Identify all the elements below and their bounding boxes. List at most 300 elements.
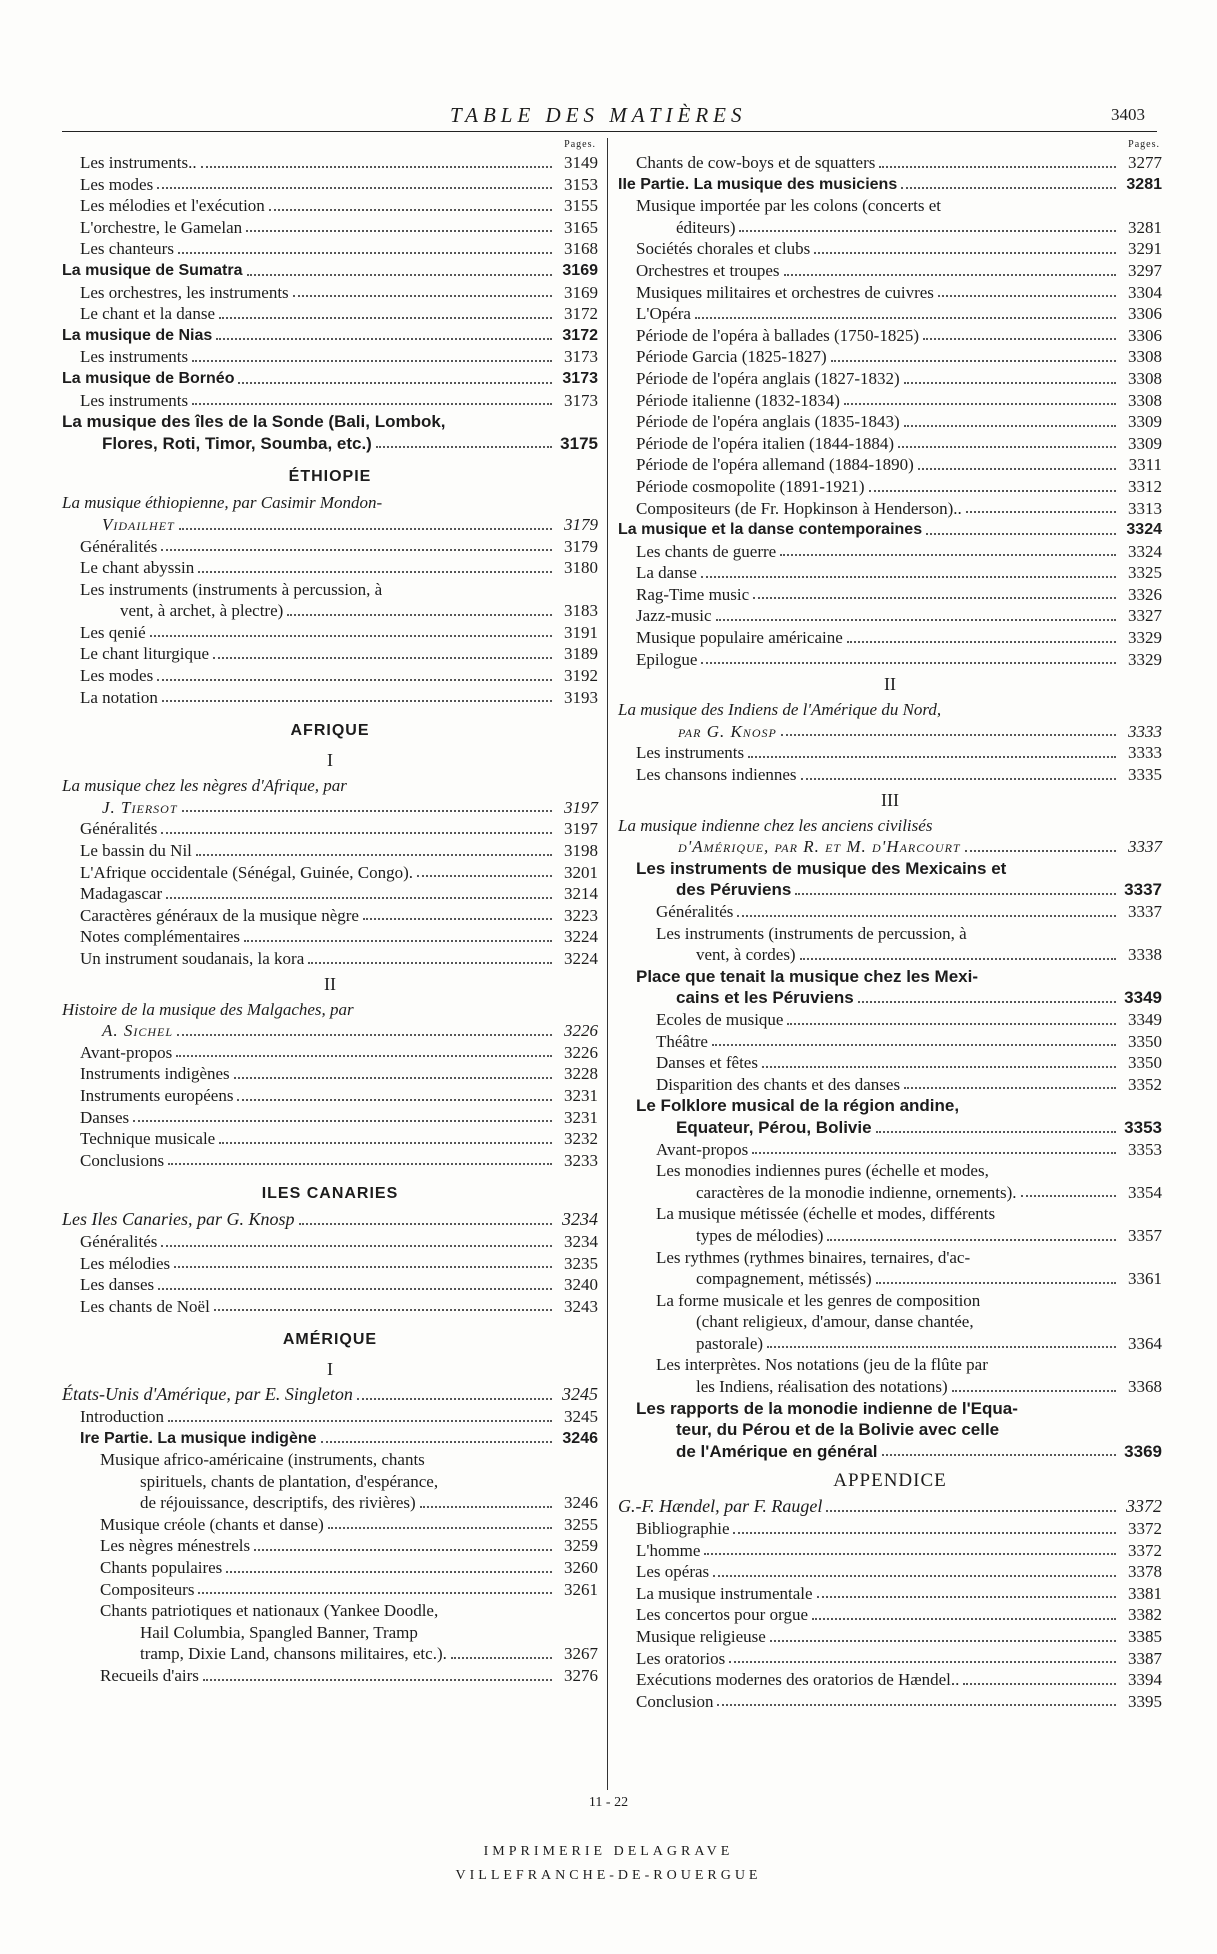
toc-entry-page: 3149	[564, 153, 598, 172]
toc-entry-line: Musique importée par les colons (concerts et	[636, 196, 941, 216]
dot-leader	[237, 1099, 552, 1101]
dot-leader	[363, 918, 552, 920]
toc-entry	[618, 346, 1162, 368]
toc-entry-page: 3335	[1128, 765, 1162, 785]
toc-entry-page: 3259	[564, 1536, 598, 1556]
toc-entry-page: 3240	[564, 1275, 598, 1295]
dot-leader	[234, 1077, 552, 1079]
toc-entry-title: Le chant et la danse	[80, 304, 215, 324]
section-heading: AMÉRIQUE	[282, 1331, 378, 1349]
toc-entry-page: 3191	[564, 622, 598, 642]
toc-entry-title: Avant-propos	[80, 1042, 173, 1062]
toc-entry-multiline	[618, 1290, 1162, 1355]
toc-entry-line: Les rythmes (rythmes binaires, ternaires, d'ac-	[656, 1247, 971, 1267]
dot-leader	[247, 274, 553, 276]
toc-entry-line: Histoire de la musique des Malgaches, par	[62, 999, 354, 1019]
toc-entry-line: Les instruments de musique des Mexicains et	[636, 858, 1007, 878]
toc-entry-page: 3372	[1126, 1496, 1162, 1517]
toc-entry	[618, 584, 1162, 606]
dot-leader	[201, 166, 552, 168]
toc-entry-page: 3153	[564, 174, 598, 194]
toc-entry-page: 3245	[562, 1384, 598, 1405]
toc-entry-page: 3197	[564, 797, 598, 817]
toc-entry-title: éditeurs)	[676, 217, 736, 237]
toc-entry-page: 3372	[1128, 1519, 1162, 1539]
toc-entry-title: Sociétés chorales et clubs	[636, 239, 811, 259]
toc-entry-multiline	[62, 492, 598, 535]
toc-entry-page: 3197	[564, 819, 598, 839]
toc-entry-title: Epilogue	[636, 649, 698, 669]
toc-entry-title: Technique musicale	[80, 1129, 216, 1149]
toc-entry-page: 3223	[564, 905, 598, 925]
toc-entry-page: 3189	[564, 644, 598, 664]
toc-entry-title: La musique de Sumatra	[62, 261, 243, 279]
dot-leader	[812, 1618, 1116, 1620]
dot-leader	[963, 1683, 1116, 1685]
toc-entry-page: 3353	[1124, 1117, 1162, 1137]
toc-entry	[618, 1648, 1162, 1670]
dot-leader	[216, 338, 552, 340]
dot-leader	[966, 511, 1116, 513]
toc-entry	[618, 649, 1162, 671]
dot-leader	[767, 1346, 1116, 1348]
dot-leader	[420, 1506, 552, 1508]
appendix-heading: APPENDICE	[833, 1470, 947, 1492]
toc-entry-page: 3357	[1128, 1225, 1162, 1245]
printer-imprint	[0, 1840, 1217, 1888]
dot-leader	[965, 850, 1116, 852]
toc-entry-title: États-Unis d'Amérique, par E. Singleton	[62, 1384, 353, 1405]
dot-leader	[876, 1131, 1116, 1133]
toc-entry-title: Période de l'opéra anglais (1835-1843)	[636, 412, 900, 432]
toc-entry-title: Les danses	[80, 1275, 155, 1295]
toc-entry-page: 3228	[564, 1064, 598, 1084]
dot-leader	[827, 1239, 1116, 1241]
toc-entry-title: Les mélodies	[80, 1253, 171, 1273]
dot-leader	[904, 382, 1116, 384]
toc-entry-page: 3306	[1128, 304, 1162, 324]
toc-entry-title: par G. Knosp	[678, 721, 777, 741]
toc-entry-line: Le Folklore musical de la région andine,	[636, 1096, 960, 1116]
toc-entry-page: 3243	[564, 1296, 598, 1316]
toc-entry-title: Vidailhet	[102, 514, 175, 534]
toc-entry-multiline	[618, 1095, 1162, 1138]
toc-entry-title: Période de l'opéra anglais (1827-1832)	[636, 368, 900, 388]
toc-entry	[62, 1514, 598, 1536]
dot-leader	[926, 533, 1116, 535]
dot-leader	[299, 1223, 552, 1225]
dot-leader	[780, 554, 1116, 556]
toc-entry-last-line	[100, 1643, 598, 1665]
toc-entry	[618, 476, 1162, 498]
toc-entry-page: 3313	[1128, 498, 1162, 518]
toc-entry-title: caractères de la monodie indienne, ornements).	[696, 1182, 1017, 1202]
toc-entry-title: Les concertos pour orgue	[636, 1605, 808, 1625]
toc-entry-multiline	[618, 1398, 1162, 1463]
toc-entry	[62, 1209, 598, 1231]
toc-entry-title: vent, à archet, à plectre)	[120, 601, 284, 621]
toc-entry-page: 3172	[564, 304, 598, 324]
running-title: TABLE DES MATIÈRES	[450, 103, 747, 127]
toc-entry-title: Musique religieuse	[636, 1627, 766, 1646]
toc-entry	[62, 818, 598, 840]
toc-entry-page: 3201	[564, 862, 598, 882]
toc-entry-multiline	[618, 699, 1162, 742]
pages-label: Pages.	[564, 139, 596, 150]
toc-entry-title: Conclusion	[636, 1691, 714, 1711]
toc-entry	[62, 1231, 598, 1253]
dot-leader	[879, 166, 1116, 168]
toc-entry-title: Le chant abyssin	[80, 558, 195, 578]
dot-leader	[938, 295, 1116, 297]
toc-entry	[618, 1031, 1162, 1053]
dot-leader	[876, 1282, 1116, 1284]
toc-entry	[618, 303, 1162, 325]
toc-entry-title: vent, à cordes)	[696, 945, 796, 965]
toc-entry	[618, 1518, 1162, 1540]
toc-entry-last-line	[62, 433, 598, 455]
toc-entry-line: Les instruments (instruments de percussion, à	[656, 923, 967, 943]
toc-entry-page: 3232	[564, 1129, 598, 1149]
toc-entry-line: La musique des îles de la Sonde (Bali, Lombok,	[62, 412, 446, 432]
toc-entry-title: Les chants de Noël	[80, 1296, 210, 1316]
dot-leader	[752, 1152, 1116, 1154]
toc-entry	[62, 1063, 598, 1085]
toc-entry-page: 3364	[1128, 1333, 1162, 1353]
dot-leader	[814, 252, 1116, 254]
toc-entry-line: Musique africo-américaine (instruments, chants	[100, 1450, 425, 1470]
toc-entry-line: La musique métissée (échelle et modes, différents	[656, 1204, 996, 1224]
part-numeral: II	[884, 674, 896, 695]
dot-leader	[308, 962, 552, 964]
toc-entry-title: compagnement, métissés)	[696, 1269, 872, 1289]
toc-entry-page: 3173	[562, 369, 598, 387]
toc-entry-line: teur, du Pérou et de la Bolivie avec celle	[676, 1420, 1000, 1440]
toc-entry	[62, 1150, 598, 1172]
toc-entry-page: 3361	[1128, 1269, 1162, 1289]
dot-leader	[729, 1661, 1116, 1663]
toc-entry-multiline	[618, 1203, 1162, 1246]
toc-entry-page: 3297	[1128, 260, 1162, 280]
toc-entry-title: Danses et fêtes	[656, 1053, 758, 1073]
toc-entry	[618, 174, 1162, 196]
part-numeral: I	[327, 1359, 333, 1380]
toc-entry-page: 3309	[1128, 433, 1162, 453]
dot-leader	[858, 1001, 1116, 1003]
dot-leader	[713, 1575, 1116, 1577]
toc-entry-last-line	[62, 514, 598, 536]
toc-entry-page: 3308	[1128, 347, 1162, 367]
toc-entry	[618, 1669, 1162, 1691]
toc-entry-title: Bibliographie	[636, 1519, 730, 1539]
toc-entry	[62, 1085, 598, 1107]
dot-leader	[737, 915, 1116, 917]
dot-leader	[781, 734, 1116, 736]
toc-entry	[62, 1253, 598, 1275]
toc-entry-title: de l'Amérique en général	[676, 1441, 878, 1461]
dot-leader	[158, 1288, 552, 1290]
toc-entry	[62, 390, 598, 412]
toc-entry-page: 3261	[564, 1579, 598, 1599]
toc-entry-title: Compositeurs	[100, 1579, 195, 1599]
toc-entry-page: 3329	[1128, 649, 1162, 669]
left-column	[62, 138, 598, 1687]
dot-leader	[192, 360, 552, 362]
toc-entry	[618, 1691, 1162, 1713]
toc-entry-page: 3354	[1128, 1182, 1162, 1202]
toc-entry-title: A. Sichel	[102, 1021, 174, 1041]
dot-leader	[417, 875, 552, 877]
dot-leader	[203, 1679, 552, 1681]
toc-entry-page: 3349	[1124, 988, 1162, 1008]
dot-leader	[161, 1245, 552, 1247]
printer-name: IMPRIMERIE DELAGRAVE	[483, 1844, 734, 1859]
toc-entry-page: 3337	[1124, 880, 1162, 900]
toc-entry-title: Les chants de guerre	[636, 541, 777, 561]
toc-entry-page: 3231	[564, 1107, 598, 1127]
section-heading: ILES CANARIES	[261, 1185, 399, 1203]
toc-entry-line: Hail Columbia, Spangled Banner, Tramp	[140, 1622, 418, 1642]
dot-leader	[901, 187, 1116, 189]
section-heading: AFRIQUE	[290, 722, 370, 740]
toc-entry-page: 3324	[1128, 541, 1162, 561]
toc-entry	[62, 368, 598, 390]
dot-leader	[695, 317, 1116, 319]
toc-entry-line: La forme musicale et les genres de composition	[656, 1290, 981, 1310]
toc-entry-page: 3169	[562, 261, 598, 279]
toc-entry-page: 3246	[564, 1493, 598, 1513]
column-divider	[607, 138, 608, 1790]
toc-entry-multiline	[618, 1354, 1162, 1397]
toc-entry-title: Compositeurs (de Fr. Hopkinson à Henderson)..	[636, 498, 962, 518]
toc-entry-title: Théâtre	[656, 1031, 708, 1051]
toc-entry-title: Les nègres ménestrels	[100, 1536, 251, 1556]
toc-entry-multiline	[62, 579, 598, 622]
toc-entry	[618, 260, 1162, 282]
toc-entry-title: Les instruments	[80, 390, 189, 410]
toc-entry-last-line	[80, 600, 598, 622]
toc-entry	[62, 1535, 598, 1557]
toc-entry-title: Jazz-music	[636, 606, 712, 626]
toc-entry	[618, 1604, 1162, 1626]
toc-entry	[618, 1009, 1162, 1031]
part-numeral: I	[327, 750, 333, 771]
toc-entry	[618, 562, 1162, 584]
toc-entry-title: Orchestres et troupes	[636, 260, 780, 280]
toc-entry-page: 3311	[1128, 455, 1162, 475]
dot-leader	[748, 756, 1116, 758]
toc-entry	[62, 665, 598, 687]
toc-entry-page: 3231	[564, 1085, 598, 1105]
toc-entry-page: 3234	[564, 1231, 598, 1251]
toc-entry-last-line	[636, 1441, 1162, 1463]
dot-leader	[753, 597, 1116, 599]
toc-entry-page: 3385	[1128, 1627, 1162, 1646]
toc-entry	[62, 325, 598, 347]
toc-entry-last-line	[636, 987, 1162, 1009]
toc-entry	[618, 238, 1162, 260]
dot-leader	[770, 1640, 1116, 1642]
toc-entry-multiline	[618, 966, 1162, 1009]
toc-entry-page: 3326	[1128, 584, 1162, 604]
toc-entry-multiline	[62, 411, 598, 454]
toc-entry-page: 3372	[1128, 1540, 1162, 1560]
toc-entry-page: 3281	[1126, 175, 1162, 193]
toc-entry	[62, 217, 598, 239]
toc-entry-last-line	[100, 1492, 598, 1514]
toc-entry	[618, 541, 1162, 563]
toc-entry	[62, 948, 598, 970]
toc-entry-title: Période cosmopolite (1891-1921)	[636, 476, 865, 496]
toc-entry-title: Généralités	[80, 536, 158, 556]
toc-entry	[618, 152, 1162, 174]
toc-entry-page: 3387	[1128, 1648, 1162, 1668]
dot-leader	[801, 778, 1116, 780]
toc-entry	[618, 519, 1162, 541]
toc-entry-title: La musique et la danse contemporaines	[618, 521, 923, 539]
toc-entry-page: 3306	[1128, 325, 1162, 345]
toc-entry-title: Avant-propos	[656, 1139, 749, 1159]
toc-entry-title: Les orchestres, les instruments	[80, 282, 289, 302]
toc-entry-title: Danses	[80, 1107, 130, 1127]
toc-entry-page: 3337	[1128, 902, 1162, 921]
toc-entry-title: Le bassin du Nil	[80, 841, 192, 861]
dot-leader	[168, 1420, 552, 1422]
toc-entry-line: Les rapports de la monodie indienne de l'Equa-	[636, 1398, 1018, 1418]
toc-entry-line: La musique éthiopienne, par Casimir Mondon-	[62, 493, 383, 513]
toc-entry	[62, 303, 598, 325]
toc-entry-title: Les modes	[80, 174, 154, 194]
toc-entry	[618, 742, 1162, 764]
dot-leader	[844, 403, 1116, 405]
toc-entry-page: 3369	[1124, 1441, 1162, 1461]
toc-entry-page: 3291	[1128, 239, 1162, 259]
toc-entry	[62, 883, 598, 905]
toc-entry-line: Place que tenait la musique chez les Mexi-	[636, 966, 979, 986]
dot-leader	[923, 338, 1116, 340]
toc-entry-title: Période de l'opéra à ballades (1750-1825)	[636, 325, 919, 345]
dot-leader	[219, 1142, 552, 1144]
toc-entry	[62, 536, 598, 558]
toc-entry-multiline	[618, 923, 1162, 966]
toc-entry	[618, 368, 1162, 390]
toc-entry-page: 3277	[1128, 153, 1162, 172]
toc-entry-title: Caractères généraux de la musique nègre	[80, 905, 359, 925]
dot-leader	[952, 1390, 1116, 1392]
toc-entry-title: Introduction	[80, 1406, 165, 1426]
dot-leader	[704, 1553, 1116, 1555]
toc-entry-page: 3304	[1128, 282, 1162, 302]
toc-entry	[618, 390, 1162, 412]
toc-entry-page: 3324	[1126, 521, 1162, 539]
toc-entry-page: 3173	[564, 347, 598, 367]
toc-entry-page: 3226	[564, 1042, 598, 1062]
dot-leader	[882, 1454, 1117, 1456]
toc-entry-page: 3333	[1128, 721, 1162, 741]
dot-leader	[739, 230, 1116, 232]
toc-entry-title: de réjouissance, descriptifs, des rivières)	[140, 1493, 416, 1513]
toc-entry-last-line	[656, 1376, 1162, 1398]
toc-entry	[618, 433, 1162, 455]
toc-entry	[62, 687, 598, 709]
toc-entry-line: La musique des Indiens de l'Amérique du Nord,	[618, 700, 942, 720]
toc-entry-title: Un instrument soudanais, la kora	[80, 949, 305, 968]
dot-leader	[451, 1657, 552, 1659]
toc-entry-page: 3255	[564, 1514, 598, 1534]
toc-entry-title: cains et les Péruviens	[676, 988, 854, 1008]
toc-entry-page: 3327	[1128, 606, 1162, 626]
dot-leader	[161, 832, 552, 834]
toc-entry-multiline	[62, 999, 598, 1042]
toc-entry-page: 3198	[564, 841, 598, 861]
toc-entry-page: 3226	[564, 1021, 598, 1041]
toc-entry-page: 3350	[1128, 1031, 1162, 1051]
toc-entry-page: 3349	[1128, 1009, 1162, 1029]
toc-entry-last-line	[618, 721, 1162, 743]
dot-leader	[198, 571, 552, 573]
dot-leader	[376, 446, 552, 448]
toc-entry-title: L'Afrique occidentale (Sénégal, Guinée, Congo).	[80, 862, 414, 882]
toc-entry-last-line	[656, 1225, 1162, 1247]
toc-entry-page: 3172	[562, 326, 598, 344]
toc-entry-page: 3353	[1128, 1139, 1162, 1159]
dot-leader	[174, 1266, 552, 1268]
toc-entry-multiline	[62, 775, 598, 818]
toc-entry-page: 3267	[564, 1644, 598, 1664]
toc-entry-page: 3260	[564, 1558, 598, 1578]
toc-entry	[62, 1428, 598, 1450]
toc-entry-title: Période italienne (1832-1834)	[636, 390, 840, 410]
toc-entry-page: 3309	[1128, 412, 1162, 432]
toc-entry-title: tramp, Dixie Land, chansons militaires, etc.).	[140, 1644, 447, 1664]
toc-entry-line: Les monodies indiennes pures (échelle et modes,	[656, 1161, 989, 1181]
toc-entry-title: La musique de Bornéo	[62, 369, 235, 387]
toc-entry-page: 3175	[560, 433, 598, 453]
toc-entry	[62, 862, 598, 884]
dot-leader	[293, 295, 552, 297]
toc-entry-title: Instruments indigènes	[80, 1064, 230, 1084]
toc-entry	[618, 1139, 1162, 1161]
toc-entry-multiline	[618, 858, 1162, 901]
toc-entry-title: Généralités	[80, 819, 158, 839]
dot-leader	[701, 662, 1116, 664]
section-heading: ÉTHIOPIE	[288, 468, 372, 486]
toc-entry-page: 3312	[1128, 476, 1162, 496]
dot-leader	[847, 641, 1116, 643]
toc-entry	[618, 1540, 1162, 1562]
dot-leader	[784, 274, 1116, 276]
toc-entry-page: 3224	[564, 927, 598, 947]
dot-leader	[762, 1066, 1116, 1068]
right-column	[618, 138, 1162, 1712]
dot-leader	[226, 1571, 552, 1573]
toc-entry-multiline	[618, 1247, 1162, 1290]
toc-entry-page: 3234	[562, 1209, 598, 1230]
toc-entry-title: Rag-Time music	[636, 584, 750, 604]
dot-leader	[817, 1596, 1116, 1598]
dot-leader	[161, 549, 552, 551]
toc-entry-title: Conclusions	[80, 1150, 165, 1170]
toc-entry-page: 3352	[1128, 1074, 1162, 1094]
toc-entry-last-line	[618, 836, 1162, 858]
toc-entry-page: 3308	[1128, 368, 1162, 388]
toc-entry-last-line	[636, 879, 1162, 901]
dot-leader	[904, 1087, 1116, 1089]
dot-leader	[244, 940, 552, 942]
toc-entry-line: La musique indienne chez les anciens civilisés	[618, 815, 933, 835]
toc-entry-last-line	[656, 1268, 1162, 1290]
dot-leader	[898, 446, 1116, 448]
